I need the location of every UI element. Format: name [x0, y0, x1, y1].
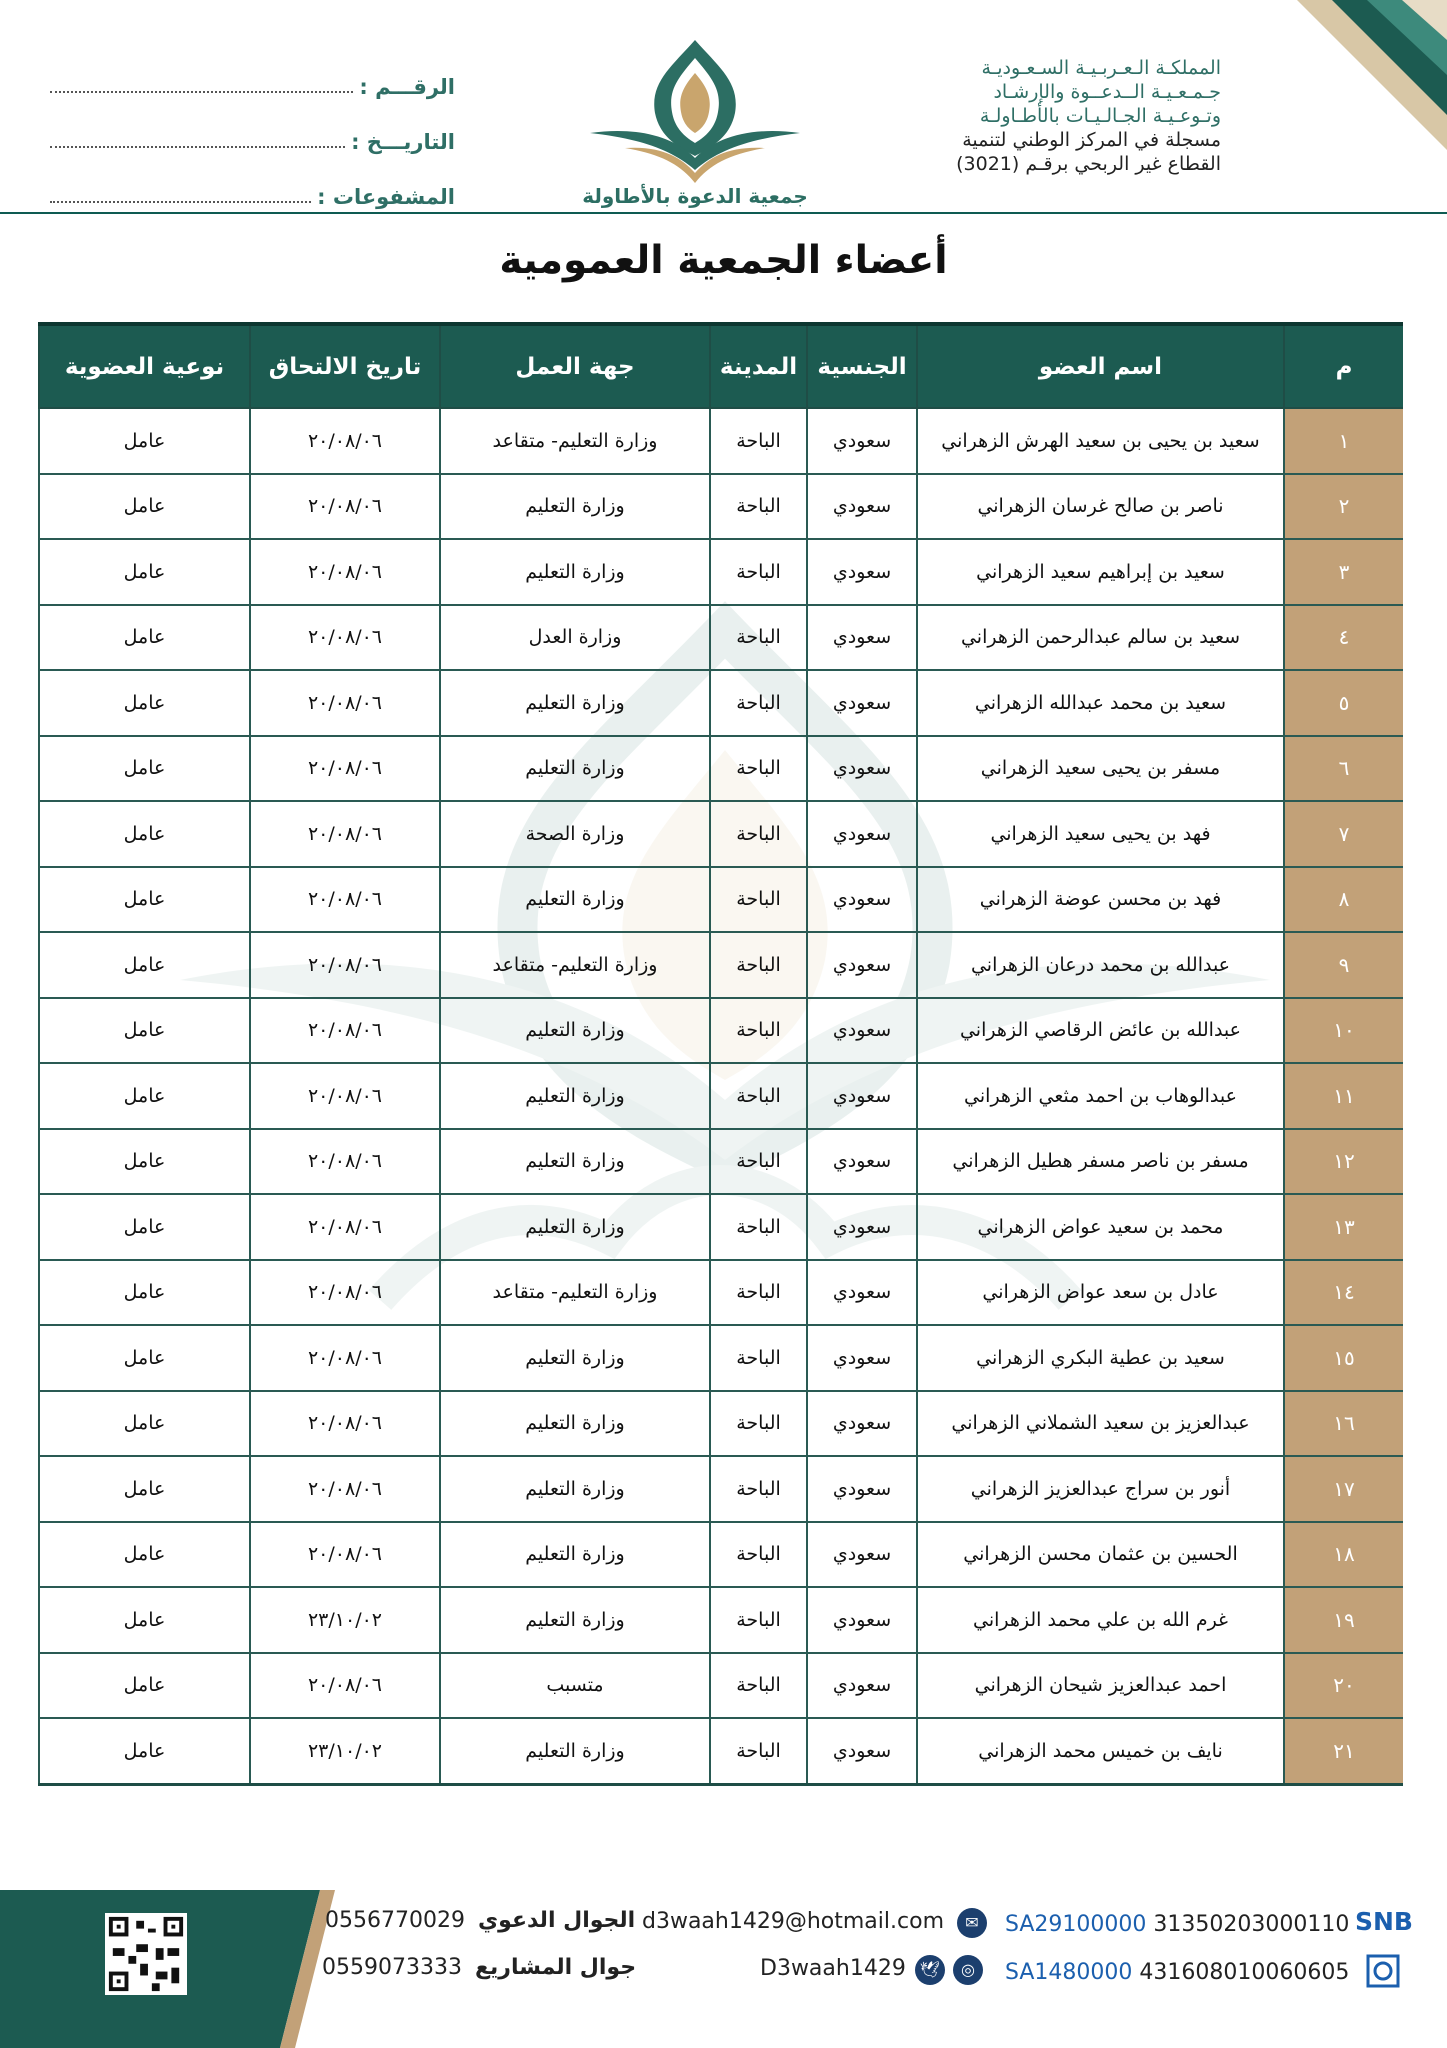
cell-employer: وزارة التعليم — [440, 1391, 710, 1457]
cell-city: الباحة — [710, 1325, 807, 1391]
twitter-icon: 🕊 — [915, 1955, 945, 1985]
cell-join-date: ٢٠/٠٨/٠٦ — [250, 736, 440, 802]
cell-employer: وزارة التعليم — [440, 1194, 710, 1260]
date-field — [50, 99, 455, 154]
cell-employer: وزارة التعليم — [440, 867, 710, 933]
cell-membership-type: عامل — [39, 539, 250, 605]
outreach-phone-label: الجوال الدعوي — [477, 1908, 636, 1933]
column-header-name: اسم العضو — [917, 324, 1284, 408]
cell-join-date: ٢٠/٠٨/٠٦ — [250, 867, 440, 933]
cell-employer: وزارة التعليم — [440, 670, 710, 736]
cell-index: ٤ — [1284, 605, 1403, 671]
cell-join-date: ٢٣/١٠/٠٢ — [250, 1587, 440, 1653]
table-row — [39, 605, 1403, 671]
cell-member-name: احمد عبدالعزيز شيحان الزهراني — [917, 1653, 1284, 1719]
dotted-line — [50, 91, 353, 93]
cell-join-date: ٢٠/٠٨/٠٦ — [250, 1653, 440, 1719]
organization-logo — [570, 38, 820, 208]
table-row — [39, 670, 1403, 736]
attachments-field — [50, 154, 455, 209]
column-header-join-date: تاريخ الالتحاق — [250, 324, 440, 408]
cell-nationality: سعودي — [807, 474, 917, 540]
rajhi-account-prefix: SA1480000 — [1005, 1960, 1133, 1985]
cell-index: ١٧ — [1284, 1456, 1403, 1522]
cell-employer: وزارة التعليم- متقاعد — [440, 932, 710, 998]
bank-logo-icon — [1366, 1954, 1400, 1988]
cell-join-date: ٢٠/٠٨/٠٦ — [250, 801, 440, 867]
table-row — [39, 998, 1403, 1064]
reference-number-field — [50, 44, 455, 99]
cell-employer: وزارة التعليم — [440, 1325, 710, 1391]
table-header-row — [39, 324, 1403, 408]
cell-membership-type: عامل — [39, 605, 250, 671]
org-line-5: القطاع غير الربحي برقـم (3021) — [956, 153, 1221, 175]
cell-member-name: سعيد بن إبراهيم سعيد الزهراني — [917, 539, 1284, 605]
cell-index: ٦ — [1284, 736, 1403, 802]
cell-member-name: عبدالوهاب بن احمد مثعي الزهراني — [917, 1063, 1284, 1129]
org-line-2: جـمـعـيـة الــدعــوة والإرشـاد — [993, 81, 1221, 103]
cell-join-date: ٢٠/٠٨/٠٦ — [250, 932, 440, 998]
cell-index: ٩ — [1284, 932, 1403, 998]
cell-member-name: فهد بن يحيى سعيد الزهراني — [917, 801, 1284, 867]
cell-member-name: محمد بن سعيد عواض الزهراني — [917, 1194, 1284, 1260]
cell-employer: وزارة التعليم — [440, 1718, 710, 1784]
cell-index: ١٣ — [1284, 1194, 1403, 1260]
cell-member-name: عبدالله بن محمد درعان الزهراني — [917, 932, 1284, 998]
attachments-label: المشفوعات : — [317, 185, 455, 209]
cell-membership-type: عامل — [39, 1718, 250, 1784]
cell-join-date: ٢٠/٠٨/٠٦ — [250, 1194, 440, 1260]
cell-nationality: سعودي — [807, 408, 917, 474]
cell-index: ٧ — [1284, 801, 1403, 867]
cell-nationality: سعودي — [807, 932, 917, 998]
table-row — [39, 1391, 1403, 1457]
cell-index: ١٩ — [1284, 1587, 1403, 1653]
cell-index: ١٨ — [1284, 1522, 1403, 1588]
cell-city: الباحة — [710, 1718, 807, 1784]
cell-membership-type: عامل — [39, 1194, 250, 1260]
cell-index: ٢٠ — [1284, 1653, 1403, 1719]
cell-nationality: سعودي — [807, 1260, 917, 1326]
dotted-line — [50, 146, 345, 148]
cell-city: الباحة — [710, 1063, 807, 1129]
table-row — [39, 801, 1403, 867]
cell-member-name: أنور بن سراج عبدالعزيز الزهراني — [917, 1456, 1284, 1522]
org-line-4: مسجلة في المركز الوطني لتنمية — [962, 129, 1221, 151]
cell-nationality: سعودي — [807, 1522, 917, 1588]
date-label: التاريـــخ : — [351, 130, 455, 154]
cell-index: ١٠ — [1284, 998, 1403, 1064]
cell-city: الباحة — [710, 670, 807, 736]
organization-info — [956, 56, 1221, 176]
cell-join-date: ٢٠/٠٨/٠٦ — [250, 670, 440, 736]
table-row — [39, 1063, 1403, 1129]
cell-city: الباحة — [710, 539, 807, 605]
cell-nationality: سعودي — [807, 736, 917, 802]
cell-member-name: سعيد بن عطية البكري الزهراني — [917, 1325, 1284, 1391]
snb-account — [1005, 1912, 1349, 1937]
cell-nationality: سعودي — [807, 670, 917, 736]
column-header-membership-type: نوعية العضوية — [39, 324, 250, 408]
cell-city: الباحة — [710, 605, 807, 671]
cell-index: ٣ — [1284, 539, 1403, 605]
cell-city: الباحة — [710, 1653, 807, 1719]
snb-account-number: 31350203000110 — [1153, 1912, 1350, 1937]
cell-employer: وزارة التعليم — [440, 1522, 710, 1588]
cell-member-name: مسفر بن ناصر مسفر هطيل الزهراني — [917, 1129, 1284, 1195]
projects-phone-number[interactable]: 0559073333 — [322, 1955, 462, 1980]
cell-index: ١٤ — [1284, 1260, 1403, 1326]
table-row — [39, 408, 1403, 474]
cell-nationality: سعودي — [807, 998, 917, 1064]
cell-nationality: سعودي — [807, 1587, 917, 1653]
projects-phone-label: جوال المشاريع — [474, 1955, 637, 1980]
reference-fields — [50, 44, 455, 209]
outreach-phone — [325, 1908, 635, 1933]
cell-city: الباحة — [710, 932, 807, 998]
cell-member-name: نايف بن خميس محمد الزهراني — [917, 1718, 1284, 1784]
cell-member-name: عبدالعزيز بن سعيد الشملاني الزهراني — [917, 1391, 1284, 1457]
cell-employer: وزارة التعليم — [440, 1063, 710, 1129]
instagram-icon: ◎ — [953, 1955, 983, 1985]
cell-member-name: سعيد بن محمد عبدالله الزهراني — [917, 670, 1284, 736]
cell-member-name: عادل بن سعد عواض الزهراني — [917, 1260, 1284, 1326]
cell-employer: وزارة التعليم — [440, 539, 710, 605]
cell-membership-type: عامل — [39, 998, 250, 1064]
cell-nationality: سعودي — [807, 1653, 917, 1719]
cell-nationality: سعودي — [807, 1391, 917, 1457]
cell-membership-type: عامل — [39, 801, 250, 867]
cell-membership-type: عامل — [39, 1063, 250, 1129]
table-row — [39, 539, 1403, 605]
cell-employer: متسبب — [440, 1653, 710, 1719]
cell-employer: وزارة الصحة — [440, 801, 710, 867]
cell-city: الباحة — [710, 998, 807, 1064]
table-row — [39, 1129, 1403, 1195]
cell-member-name: غرم الله بن علي محمد الزهراني — [917, 1587, 1284, 1653]
cell-join-date: ٢٣/١٠/٠٢ — [250, 1718, 440, 1784]
page-title: أعضاء الجمعية العمومية — [499, 238, 948, 283]
cell-employer: وزارة التعليم- متقاعد — [440, 408, 710, 474]
cell-membership-type: عامل — [39, 1653, 250, 1719]
cell-join-date: ٢٠/٠٨/٠٦ — [250, 474, 440, 540]
cell-member-name: ناصر بن صالح غرسان الزهراني — [917, 474, 1284, 540]
cell-employer: وزارة التعليم — [440, 474, 710, 540]
reference-number-label: الرقـــم : — [359, 75, 455, 99]
cell-membership-type: عامل — [39, 867, 250, 933]
email-icon: ✉ — [957, 1908, 987, 1938]
cell-nationality: سعودي — [807, 1718, 917, 1784]
cell-member-name: الحسين بن عثمان محسن الزهراني — [917, 1522, 1284, 1588]
cell-city: الباحة — [710, 1522, 807, 1588]
cell-nationality: سعودي — [807, 1063, 917, 1129]
cell-index: ٥ — [1284, 670, 1403, 736]
outreach-phone-number[interactable]: 0556770029 — [325, 1908, 465, 1933]
cell-membership-type: عامل — [39, 1391, 250, 1457]
header-divider — [0, 212, 1447, 214]
cell-employer: وزارة العدل — [440, 605, 710, 671]
cell-member-name: عبدالله بن عائض الرقاصي الزهراني — [917, 998, 1284, 1064]
cell-member-name: فهد بن محسن عوضة الزهراني — [917, 867, 1284, 933]
members-table-body — [39, 408, 1403, 1784]
qr-code — [105, 1913, 187, 1995]
cell-nationality: سعودي — [807, 1325, 917, 1391]
cell-city: الباحة — [710, 408, 807, 474]
column-header-employer: جهة العمل — [440, 324, 710, 408]
cell-membership-type: عامل — [39, 408, 250, 474]
org-line-3: وتـوعـيـة الجـالـيـات بالأطـاولـة — [979, 105, 1221, 127]
cell-employer: وزارة التعليم — [440, 998, 710, 1064]
table-row — [39, 474, 1403, 540]
cell-join-date: ٢٠/٠٨/٠٦ — [250, 1325, 440, 1391]
social-handle[interactable]: D3waah1429 — [760, 1956, 906, 1981]
cell-membership-type: عامل — [39, 474, 250, 540]
cell-city: الباحة — [710, 736, 807, 802]
cell-membership-type: عامل — [39, 670, 250, 736]
table-row — [39, 1718, 1403, 1784]
cell-member-name: مسفر بن يحيى سعيد الزهراني — [917, 736, 1284, 802]
column-header-city: المدينة — [710, 324, 807, 408]
cell-employer: وزارة التعليم — [440, 1129, 710, 1195]
cell-index: ١١ — [1284, 1063, 1403, 1129]
cell-membership-type: عامل — [39, 1260, 250, 1326]
cell-member-name: سعيد بن سالم عبدالرحمن الزهراني — [917, 605, 1284, 671]
cell-employer: وزارة التعليم — [440, 736, 710, 802]
cell-nationality: سعودي — [807, 539, 917, 605]
cell-membership-type: عامل — [39, 1129, 250, 1195]
column-header-index: م — [1284, 324, 1403, 408]
rajhi-account — [1005, 1960, 1349, 1985]
cell-nationality: سعودي — [807, 867, 917, 933]
snb-logo: SNB — [1355, 1907, 1413, 1936]
rajhi-account-number: 431608010060605 — [1139, 1960, 1350, 1985]
org-line-1: المملكـة الـعـربـيـة السـعـوديـة — [981, 57, 1221, 79]
cell-city: الباحة — [710, 1129, 807, 1195]
cell-membership-type: عامل — [39, 1456, 250, 1522]
cell-join-date: ٢٠/٠٨/٠٦ — [250, 1391, 440, 1457]
cell-membership-type: عامل — [39, 1587, 250, 1653]
cell-membership-type: عامل — [39, 932, 250, 998]
cell-nationality: سعودي — [807, 1194, 917, 1260]
cell-join-date: ٢٠/٠٨/٠٦ — [250, 1063, 440, 1129]
table-row — [39, 1653, 1403, 1719]
cell-join-date: ٢٠/٠٨/٠٦ — [250, 605, 440, 671]
table-row — [39, 1260, 1403, 1326]
cell-employer: وزارة التعليم — [440, 1587, 710, 1653]
dotted-line — [50, 201, 311, 203]
cell-city: الباحة — [710, 474, 807, 540]
cell-join-date: ٢٠/٠٨/٠٦ — [250, 1522, 440, 1588]
cell-join-date: ٢٠/٠٨/٠٦ — [250, 408, 440, 474]
cell-index: ١٥ — [1284, 1325, 1403, 1391]
cell-nationality: سعودي — [807, 605, 917, 671]
cell-city: الباحة — [710, 867, 807, 933]
cell-city: الباحة — [710, 1587, 807, 1653]
cell-index: ١٢ — [1284, 1129, 1403, 1195]
cell-employer: وزارة التعليم — [440, 1456, 710, 1522]
cell-index: ٢ — [1284, 474, 1403, 540]
cell-city: الباحة — [710, 1260, 807, 1326]
cell-city: الباحة — [710, 1456, 807, 1522]
cell-nationality: سعودي — [807, 1456, 917, 1522]
cell-join-date: ٢٠/٠٨/٠٦ — [250, 1456, 440, 1522]
cell-index: ٨ — [1284, 867, 1403, 933]
table-row — [39, 1325, 1403, 1391]
corner-decoration — [1237, 0, 1447, 150]
cell-city: الباحة — [710, 1194, 807, 1260]
cell-membership-type: عامل — [39, 1325, 250, 1391]
cell-nationality: سعودي — [807, 1129, 917, 1195]
table-row — [39, 736, 1403, 802]
cell-city: الباحة — [710, 1391, 807, 1457]
cell-index: ١٦ — [1284, 1391, 1403, 1457]
cell-join-date: ٢٠/٠٨/٠٦ — [250, 1129, 440, 1195]
cell-nationality: سعودي — [807, 801, 917, 867]
cell-join-date: ٢٠/٠٨/٠٦ — [250, 1260, 440, 1326]
table-row — [39, 1587, 1403, 1653]
cell-member-name: سعيد بن يحيى بن سعيد الهرش الزهراني — [917, 408, 1284, 474]
column-header-nationality: الجنسية — [807, 324, 917, 408]
cell-employer: وزارة التعليم- متقاعد — [440, 1260, 710, 1326]
projects-phone — [322, 1955, 636, 1980]
logo-text: جمعية الدعوة بالأطاولة — [582, 184, 808, 208]
table-row — [39, 932, 1403, 998]
cell-membership-type: عامل — [39, 736, 250, 802]
table-row — [39, 1194, 1403, 1260]
cell-join-date: ٢٠/٠٨/٠٦ — [250, 998, 440, 1064]
table-row — [39, 867, 1403, 933]
cell-city: الباحة — [710, 801, 807, 867]
email-address[interactable]: d3waah1429@hotmail.com — [642, 1909, 944, 1934]
table-row — [39, 1522, 1403, 1588]
cell-join-date: ٢٠/٠٨/٠٦ — [250, 539, 440, 605]
table-row — [39, 1456, 1403, 1522]
cell-index: ٢١ — [1284, 1718, 1403, 1784]
cell-membership-type: عامل — [39, 1522, 250, 1588]
cell-index: ١ — [1284, 408, 1403, 474]
members-table — [38, 322, 1403, 1786]
snb-account-prefix: SA29100000 — [1005, 1912, 1147, 1937]
